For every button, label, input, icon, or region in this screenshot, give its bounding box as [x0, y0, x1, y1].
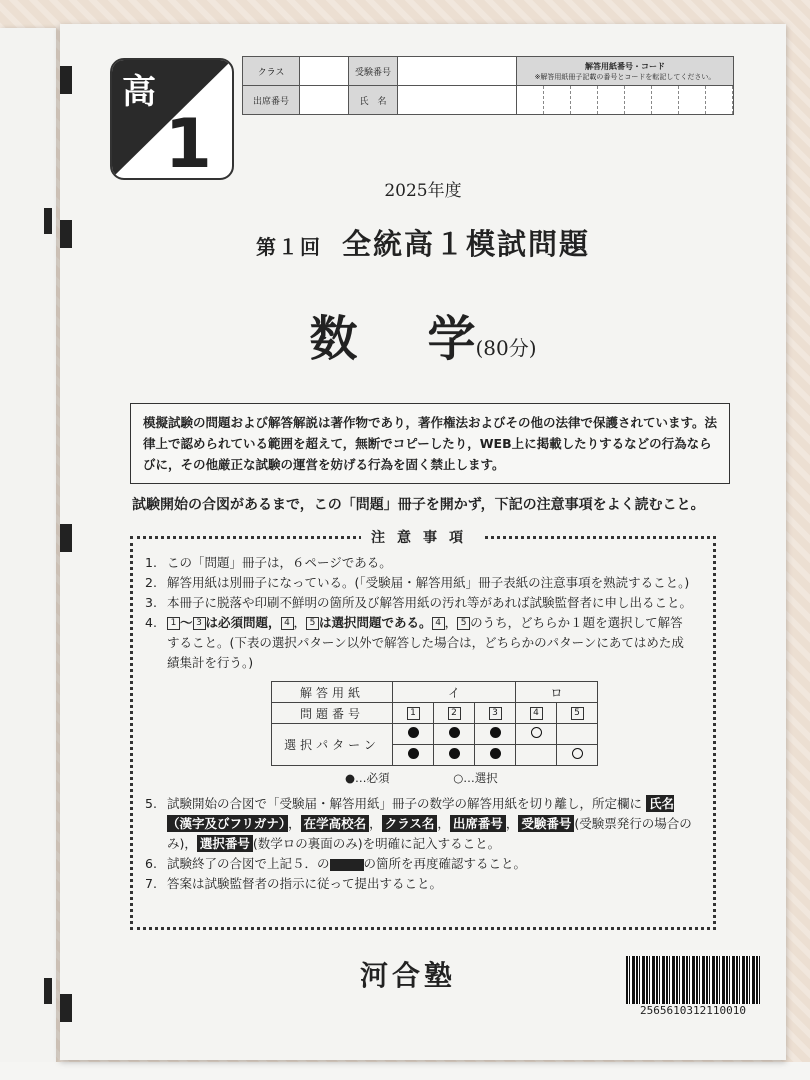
notice-text [167, 854, 695, 874]
exam-number-label: 受験番号 [349, 57, 398, 86]
notice-title-wrap [133, 527, 713, 547]
problem-number-box: 1 [167, 617, 180, 630]
required-dot-icon [408, 748, 419, 759]
class-label: クラス [243, 57, 300, 86]
answer-sheet-label: 解答用紙 [272, 682, 393, 703]
problem-number-box: 4 [281, 617, 294, 630]
notice-text [167, 794, 695, 854]
answer-code-note: ※解答用紙冊子記載の番号とコードを転記してください。 [534, 72, 716, 81]
legend-select: ○…選択 [453, 771, 498, 785]
problem-number-box: 3 [193, 617, 206, 630]
pattern-cell [434, 745, 475, 766]
notice-item [145, 854, 695, 874]
exam-round: 第１回 [255, 235, 322, 259]
answer-code-cells [517, 86, 733, 114]
attendance-number-label: 出席番号 [243, 86, 300, 115]
notice-fragment: 試験開始の合図で「受験届・解答用紙」冊子の数学の解答用紙を切り離し，所定欄に [167, 796, 643, 811]
notice-box [130, 530, 716, 930]
selected-ring-icon [572, 748, 583, 759]
notice-number: 5. [145, 796, 157, 811]
notice-fragment: 試験終了の合図で上記５．の [167, 856, 330, 871]
selected-ring-icon [531, 727, 542, 738]
exam-year: 2025年度 [384, 181, 462, 201]
notice-fragment: ， [288, 816, 301, 831]
notice-text: 解答用紙は別冊子になっている。(「受験届・解答用紙」冊子表紙の注意事項を熟読すること。) [167, 575, 690, 590]
instruction-line: 試験開始の合図があるまで，この「問題」冊子を開かず，下記の注意事項をよく読むこと。 [132, 497, 705, 513]
notice-number: 7. [145, 876, 157, 891]
edge-mark [60, 524, 72, 552]
notice-item [145, 874, 695, 894]
attendance-number-field[interactable] [300, 86, 349, 115]
pattern-cell [557, 724, 598, 745]
legend-required: ●…必須 [345, 771, 390, 785]
pattern-cell [434, 724, 475, 745]
exam-cover-page [60, 24, 786, 1060]
notice-fragment: (数学ロの裏面のみ)を明確に記入すること。 [252, 836, 501, 851]
highlight-select-number: 選択番号 [197, 835, 253, 852]
problem-number-box: 1 [407, 707, 420, 720]
pattern-cell [475, 724, 516, 745]
highlight-name: 氏名（漢字及びフリガナ） [167, 796, 675, 831]
problem-1 [393, 703, 434, 724]
answer-code-label [517, 57, 734, 86]
notice-item [145, 613, 695, 673]
pattern-legend [345, 770, 695, 786]
highlight-exam-number: 受験番号 [518, 815, 574, 832]
exam-title [60, 222, 786, 263]
edge-mark [44, 978, 52, 1004]
class-field[interactable] [300, 57, 349, 86]
subject-heading [60, 300, 786, 369]
required-dot-icon [449, 748, 460, 759]
sheet-i: イ [393, 682, 516, 703]
student-info-table [242, 56, 734, 115]
notice-text [167, 613, 695, 673]
required-dot-icon [490, 727, 501, 738]
problem-number-box: 4 [530, 707, 543, 720]
problem-number-label: 問題番号 [272, 703, 393, 724]
badge-number: 1 [164, 105, 212, 180]
grade-badge [110, 58, 234, 180]
problem-number-box: 5 [457, 617, 470, 630]
problem-number-box: 4 [432, 617, 445, 630]
problem-4 [516, 703, 557, 724]
notice-number: 6. [145, 856, 157, 871]
notice-fragment: ， [369, 816, 382, 831]
notice-fragment: ， [437, 816, 450, 831]
notice-fragment: ～ [180, 615, 193, 630]
exam-duration: (80分) [475, 336, 537, 360]
required-dot-icon [408, 727, 419, 738]
problem-number-box: 5 [571, 707, 584, 720]
required-dot-icon [490, 748, 501, 759]
notice-text: 本冊子に脱落や印刷不鮮明の箇所及び解答用紙の汚れ等があれば試験監督者に申し出ること。 [167, 595, 693, 610]
bottom-booklet [0, 1062, 810, 1080]
problem-number-box: 5 [306, 617, 319, 630]
edge-mark [60, 66, 72, 94]
notice-number: 4. [145, 615, 157, 630]
edge-mark [60, 994, 72, 1022]
problem-3 [475, 703, 516, 724]
notice-item [145, 593, 695, 613]
notice-fragment: (受験票発行の場合のみ)， [167, 816, 692, 851]
notice-text: この「問題」冊子は，６ページである。 [167, 555, 392, 570]
notice-number: 1. [145, 555, 157, 570]
exam-title-text: 全統高１模試問題 [341, 227, 590, 261]
notice-fragment: は必須問題， [205, 615, 281, 630]
left-booklet [0, 28, 56, 1068]
highlight-class: クラス名 [382, 815, 438, 832]
pattern-cell [393, 724, 434, 745]
name-label: 氏 名 [349, 86, 398, 115]
notice-title: 注意事項 [361, 530, 485, 546]
problem-2 [434, 703, 475, 724]
notice-number: 3. [145, 595, 157, 610]
answer-code-field[interactable] [517, 86, 734, 115]
pattern-cell [516, 745, 557, 766]
notice-fragment: ， [444, 615, 458, 630]
sheet-ro: ロ [516, 682, 598, 703]
badge-kanji: 高 [122, 72, 156, 112]
notice-item [145, 553, 695, 573]
problem-5 [557, 703, 598, 724]
pattern-cell [393, 745, 434, 766]
problem-number-box: 3 [489, 707, 502, 720]
highlight-school: 在学高校名 [301, 815, 370, 832]
notice-fragment: ， [293, 615, 307, 630]
notice-item [145, 794, 695, 854]
edge-mark [44, 208, 52, 234]
barcode-number: 2565610312110010 [640, 1004, 746, 1017]
pattern-cell [516, 724, 557, 745]
publisher-logo: 河合塾 [360, 959, 457, 992]
notice-fragment: の箇所を再度確認すること。 [363, 856, 527, 871]
copyright-notice: 模擬試験の問題および解答解説は著作物であり，著作権法およびその他の法律で保護されています。法律上で認められている範囲を超えて，無断でコピーしたり，WEB上に掲載したりするなどの行為ならびに，その他厳正な試験の運営を妨げる行為を固く禁止します。 [130, 403, 730, 484]
exam-number-field[interactable] [398, 57, 517, 86]
name-field[interactable] [398, 86, 517, 115]
notice-number: 2. [145, 575, 157, 590]
answer-code-title: 解答用紙番号・コード [585, 61, 665, 71]
selection-pattern-table [271, 681, 598, 766]
pattern-cell [475, 745, 516, 766]
notice-fragment: ， [505, 816, 519, 831]
problem-number-box: 2 [448, 707, 461, 720]
notice-text: 答案は試験監督者の指示に従って提出すること。 [167, 876, 443, 891]
barcode-icon [626, 956, 760, 1004]
notice-fragment: は選択問題である。 [319, 615, 432, 630]
pattern-cell [557, 745, 598, 766]
notice-fragment: のうち，どちらか１題を選択して解答すること。(下表の選択パターン以外で解答した場合は，どちらかのパターンにあてはめた成績集計を行う。) [167, 615, 684, 670]
black-box-icon [330, 859, 364, 871]
selection-pattern-label: 選択パターン [272, 724, 393, 766]
highlight-attendance: 出席番号 [450, 815, 506, 832]
notice-item [145, 573, 695, 593]
required-dot-icon [449, 727, 460, 738]
subject-char-2: 学 [427, 311, 476, 367]
subject-char-1: 数 [309, 311, 358, 367]
